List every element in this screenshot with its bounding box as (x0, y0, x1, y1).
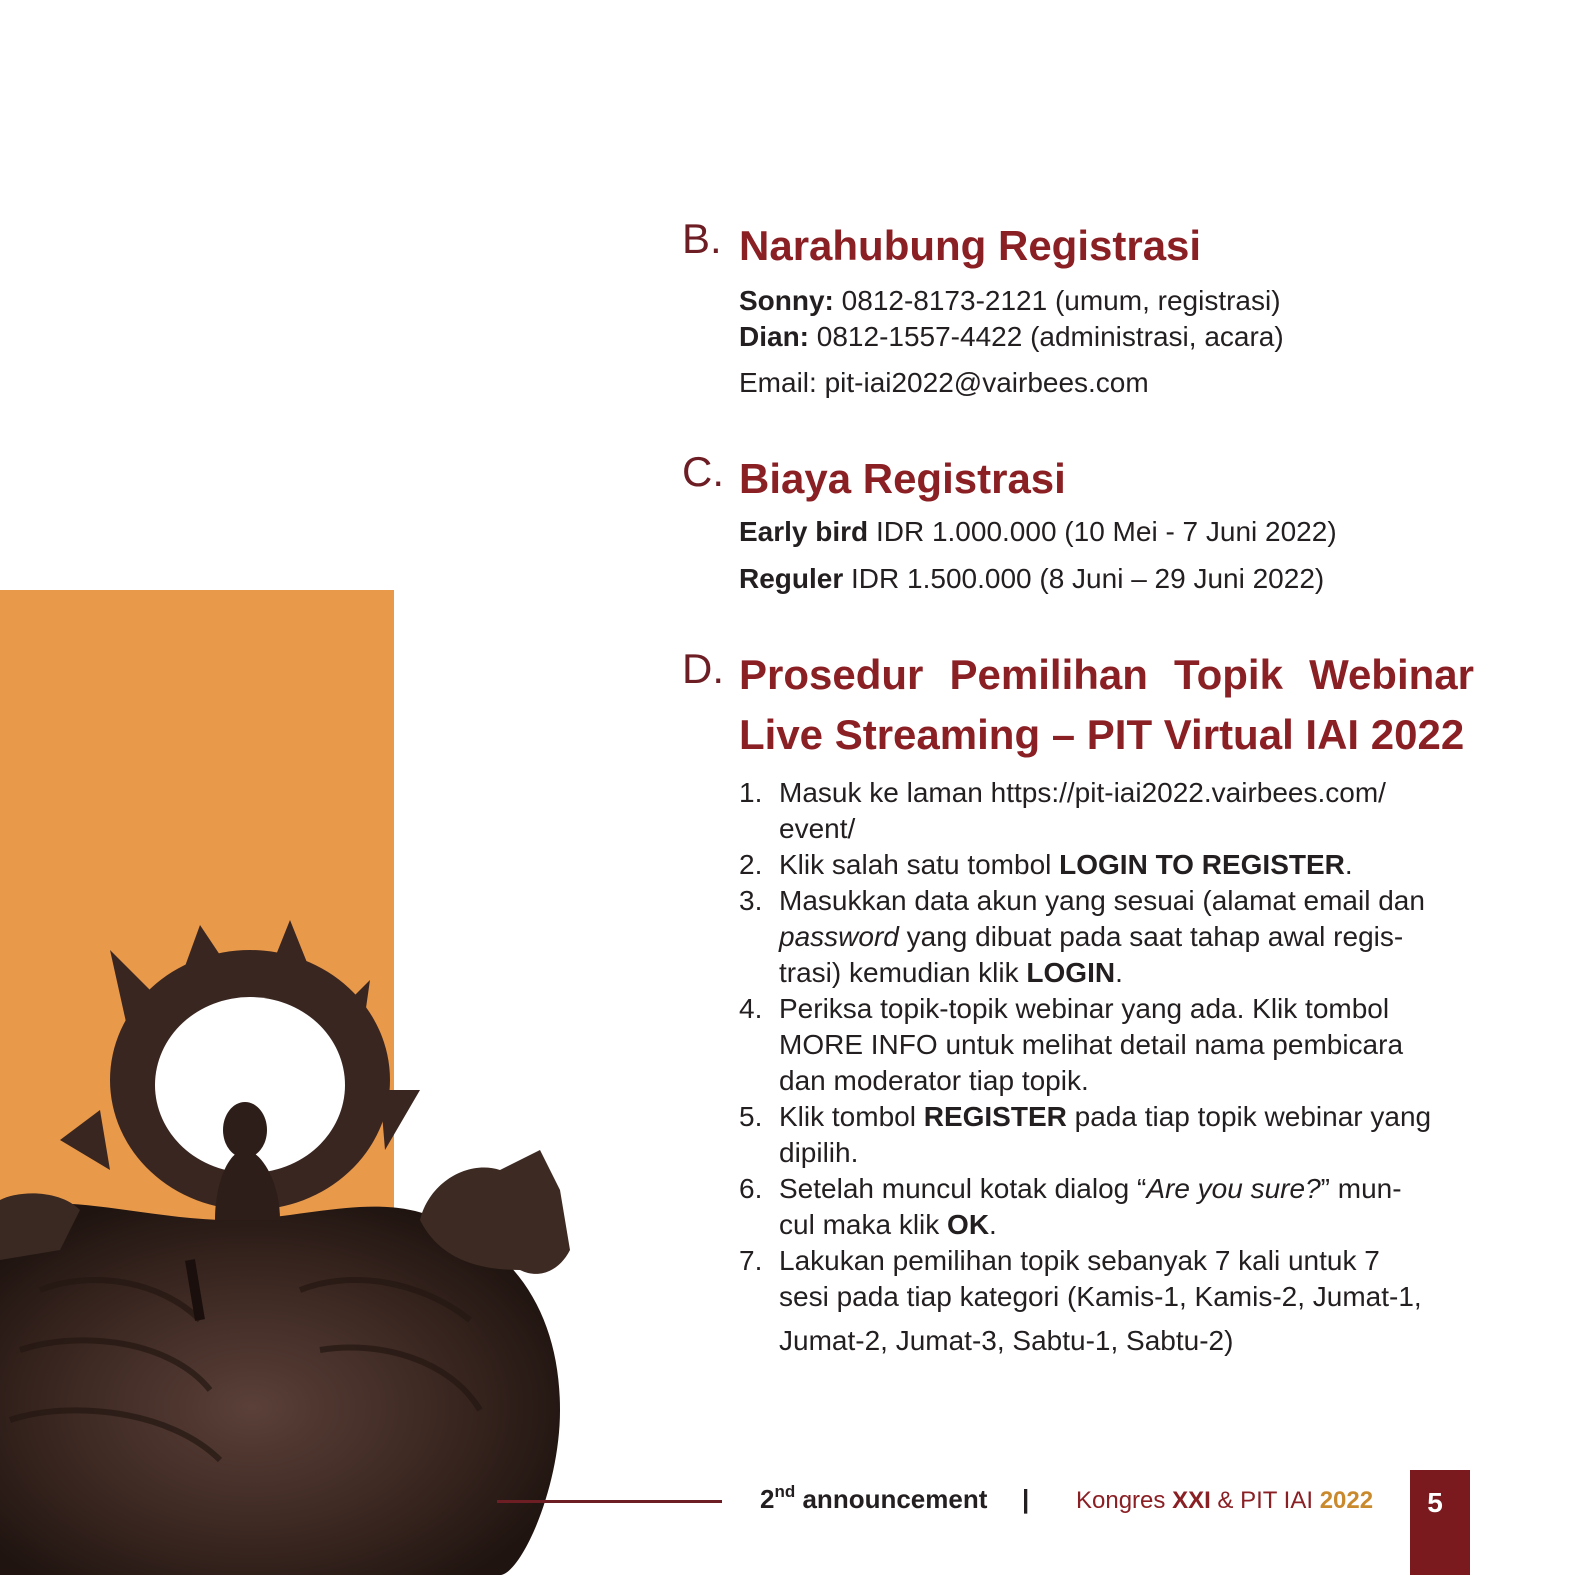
contact-email[interactable]: Email: pit-iai2022@vairbees.com (739, 367, 1149, 398)
footer-separator: | (1022, 1484, 1030, 1514)
step-text: event/ (779, 813, 856, 844)
section-title-line2: Live Streaming – PIT Virtual IAI 2022 (739, 711, 1465, 758)
step-italic: password (779, 921, 899, 952)
event-text: & PIT IAI (1210, 1487, 1320, 1514)
section-title-line1 (739, 645, 1474, 705)
announcement-suffix: nd (774, 1482, 796, 1501)
footer-rule (497, 1500, 722, 1503)
list-item (739, 883, 1479, 991)
title-word: Prosedur (739, 651, 924, 698)
step-text: . (1344, 849, 1353, 880)
step-text: Klik salah satu tombol (779, 849, 1060, 880)
announcement-word: announcement (795, 1484, 988, 1514)
fee-label: Early bird (739, 516, 869, 547)
step-bold: OK (947, 1209, 990, 1240)
fee-line (739, 514, 1337, 550)
step-number: 3. (739, 885, 763, 916)
section-letter: D. (682, 645, 724, 692)
step-bold: LOGIN TO REGISTER (1059, 849, 1345, 880)
step-number: 5. (739, 1101, 763, 1132)
step-italic: Are you sure? (1146, 1173, 1321, 1204)
step-bold: REGISTER (923, 1101, 1067, 1132)
list-item (739, 1243, 1479, 1359)
step-number: 7. (739, 1245, 763, 1276)
step-text: dipilih. (779, 1137, 859, 1168)
step-text: trasi) kemudian klik (779, 957, 1027, 988)
list-item (739, 1171, 1479, 1243)
step-text: . (989, 1209, 997, 1240)
event-edition: XXI (1172, 1487, 1211, 1514)
step-text: pada tiap topik webinar yang (1066, 1101, 1432, 1132)
step-text: Klik tombol (779, 1101, 924, 1132)
step-text: Periksa topik-topik webinar yang ada. Klik tombol (779, 993, 1390, 1024)
procedure-steps (739, 775, 1479, 1359)
step-text: Masuk ke laman https://pit-iai2022.vairbees.com/ (779, 777, 1386, 808)
step-text: yang dibuat pada saat tahap awal regis- (898, 921, 1404, 952)
step-number: 4. (739, 993, 763, 1024)
announcement-number: 2 (760, 1484, 775, 1514)
title-word: Pemilihan (949, 651, 1148, 698)
footer-announcement (760, 1482, 987, 1515)
step-text: . (1115, 957, 1123, 988)
step-text: ” mun- (1320, 1173, 1402, 1204)
ceramic-vessel-image (0, 890, 600, 1575)
step-text: Jumat-2, Jumat-3, Sabtu-1, Sabtu-2) (779, 1325, 1234, 1356)
step-number: 1. (739, 777, 763, 808)
step-text: MORE INFO untuk melihat detail nama pembicara (779, 1029, 1404, 1060)
contact-name: Dian: (739, 321, 809, 352)
section-letter: C. (682, 448, 724, 495)
footer-event-name (1076, 1487, 1373, 1515)
contact-line (739, 319, 1284, 355)
section-title: Narahubung Registrasi (739, 222, 1202, 269)
page-number: 5 (1427, 1487, 1443, 1518)
step-bold: LOGIN (1026, 957, 1116, 988)
step-text: dan moderator tiap topik. (779, 1065, 1089, 1096)
list-item (739, 991, 1479, 1099)
step-text: cul maka klik (779, 1209, 948, 1240)
page-number-box (1410, 1470, 1470, 1575)
step-text: Setelah muncul kotak dialog “ (779, 1173, 1147, 1204)
list-item (739, 775, 1479, 847)
fee-label: Reguler (739, 563, 844, 594)
list-item (739, 1099, 1479, 1171)
contact-detail: 0812-8173-2121 (umum, registrasi) (833, 285, 1281, 316)
contact-name: Sonny: (739, 285, 834, 316)
contact-line (739, 283, 1281, 319)
fee-detail: IDR 1.000.000 (10 Mei - 7 Juni 2022) (868, 516, 1337, 547)
fee-detail: IDR 1.500.000 (8 Juni – 29 Juni 2022) (843, 563, 1325, 594)
contact-detail: 0812-1557-4422 (administrasi, acara) (809, 321, 1284, 352)
step-text: Lakukan pemilihan topik sebanyak 7 kali untuk 7 (779, 1245, 1380, 1276)
fee-line (739, 561, 1324, 597)
event-year: 2022 (1319, 1487, 1374, 1514)
step-number: 2. (739, 849, 763, 880)
step-text: sesi pada tiap kategori (Kamis-1, Kamis-2, Jumat-1, (779, 1281, 1422, 1312)
title-word: Webinar (1309, 651, 1474, 698)
title-word: Topik (1174, 651, 1283, 698)
section-letter: B. (682, 215, 722, 262)
list-item (739, 847, 1479, 883)
event-text: Kongres (1076, 1487, 1173, 1514)
step-text: Masukkan data akun yang sesuai (alamat email dan (779, 885, 1425, 916)
section-title: Biaya Registrasi (739, 455, 1066, 502)
step-number: 6. (739, 1173, 763, 1204)
